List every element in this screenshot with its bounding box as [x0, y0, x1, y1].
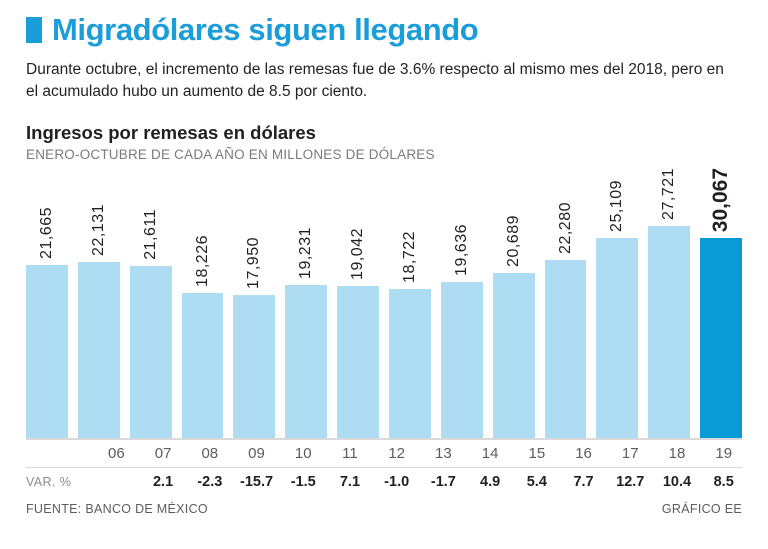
bar-column	[285, 168, 327, 440]
variation-value: 7.1	[339, 473, 361, 490]
variation-cells	[98, 474, 742, 490]
year-axis-row	[26, 445, 742, 462]
bar	[493, 273, 535, 440]
bar	[285, 285, 327, 440]
bar-column	[493, 168, 535, 440]
year-label: 12	[388, 444, 406, 462]
bar-column	[648, 168, 690, 440]
bar-value-label: 27,721	[660, 167, 678, 220]
bar-value-label: 21,665	[37, 207, 55, 259]
year-axis-cells	[98, 445, 742, 462]
bar-column	[337, 168, 379, 440]
title-accent-mark	[26, 17, 42, 43]
chart-subtitle: ENERO-OCTUBRE DE CADA AÑO EN MILLONES DE DÓLARES	[26, 146, 435, 162]
bar-value-label: 17,950	[245, 237, 263, 289]
bar	[130, 266, 172, 440]
chart-title: Ingresos por remesas en dólares	[26, 121, 316, 143]
bar-column	[233, 168, 275, 440]
bar	[182, 293, 224, 440]
header	[26, 0, 742, 45]
year-label: 15	[528, 444, 546, 462]
variation-row	[26, 474, 742, 490]
variation-value: 7.7	[573, 473, 594, 490]
bar	[441, 282, 483, 440]
row-divider	[26, 467, 742, 468]
year-axis-spacer	[26, 446, 88, 460]
year-label: 10	[294, 444, 312, 462]
bar-value-label: 22,280	[556, 202, 574, 254]
bar-series	[26, 168, 742, 440]
bar	[700, 238, 742, 440]
year-label: 07	[154, 444, 172, 462]
credit-note: GRÁFICO EE	[661, 501, 742, 516]
bar-value-label: 18,722	[400, 231, 418, 283]
variation-value: 2.1	[152, 473, 174, 490]
year-label: 13	[435, 444, 452, 462]
variation-value: -2.3	[197, 473, 223, 490]
variation-value: -1.5	[290, 473, 316, 490]
deck-text: Durante octubre, el incremento de las remesas fue de 3.6% respecto al mismo mes del 2018, pero en el acumulado hubo un aumento de 8.5 por ciento.	[26, 61, 724, 101]
bar-value-label: 21,611	[141, 209, 159, 260]
variation-row-label: VAR. %	[26, 474, 72, 489]
variation-value: 5.4	[526, 473, 547, 490]
bar-value-label: 19,231	[297, 227, 315, 279]
chart-plot-area	[26, 168, 742, 440]
bar-column	[596, 168, 638, 440]
bar-column	[182, 168, 224, 440]
bar-value-label: 22,131	[89, 204, 107, 256]
bar-value-label: 20,689	[504, 215, 522, 267]
variation-value	[98, 474, 135, 490]
bar-column	[26, 168, 68, 440]
year-label: 14	[481, 444, 499, 462]
bar	[596, 238, 638, 440]
variation-value: -15.7	[239, 473, 274, 490]
bar	[337, 286, 379, 440]
bar	[545, 260, 587, 440]
variation-value: 10.4	[662, 473, 692, 490]
year-label: 18	[668, 444, 686, 462]
footer	[26, 502, 742, 516]
bar-column	[441, 168, 483, 440]
bar	[233, 295, 275, 440]
bar-value-label: 18,226	[193, 235, 211, 287]
variation-value: 4.9	[480, 473, 501, 490]
bar	[26, 265, 68, 440]
year-label: 08	[201, 444, 219, 462]
year-label: 06	[108, 444, 125, 462]
bar-column	[389, 168, 431, 440]
bar	[78, 262, 120, 440]
bar-column	[130, 168, 172, 440]
page-title: Migradólares siguen llegando	[52, 12, 479, 47]
year-label: 09	[248, 444, 265, 462]
bar-column	[78, 168, 120, 440]
year-label: 17	[621, 444, 639, 462]
variation-value: 12.7	[616, 473, 645, 490]
x-axis-line	[26, 438, 742, 440]
bar	[389, 289, 431, 440]
year-label: 19	[715, 444, 733, 462]
bar	[648, 226, 690, 440]
bar-value-label: 19,042	[349, 228, 367, 280]
year-label: 11	[342, 444, 358, 462]
bar-value-label: 30,067	[709, 167, 733, 233]
source-note: FUENTE: BANCO DE MÉXICO	[26, 501, 208, 516]
variation-value: 8.5	[713, 473, 734, 490]
bar-column	[700, 168, 742, 440]
variation-value: -1.0	[384, 473, 410, 490]
bar-column	[545, 168, 587, 440]
bar-value-label: 25,109	[608, 180, 626, 232]
bar-value-label: 19,636	[452, 224, 470, 276]
year-label: 16	[575, 444, 592, 462]
variation-value: -1.7	[430, 473, 456, 490]
